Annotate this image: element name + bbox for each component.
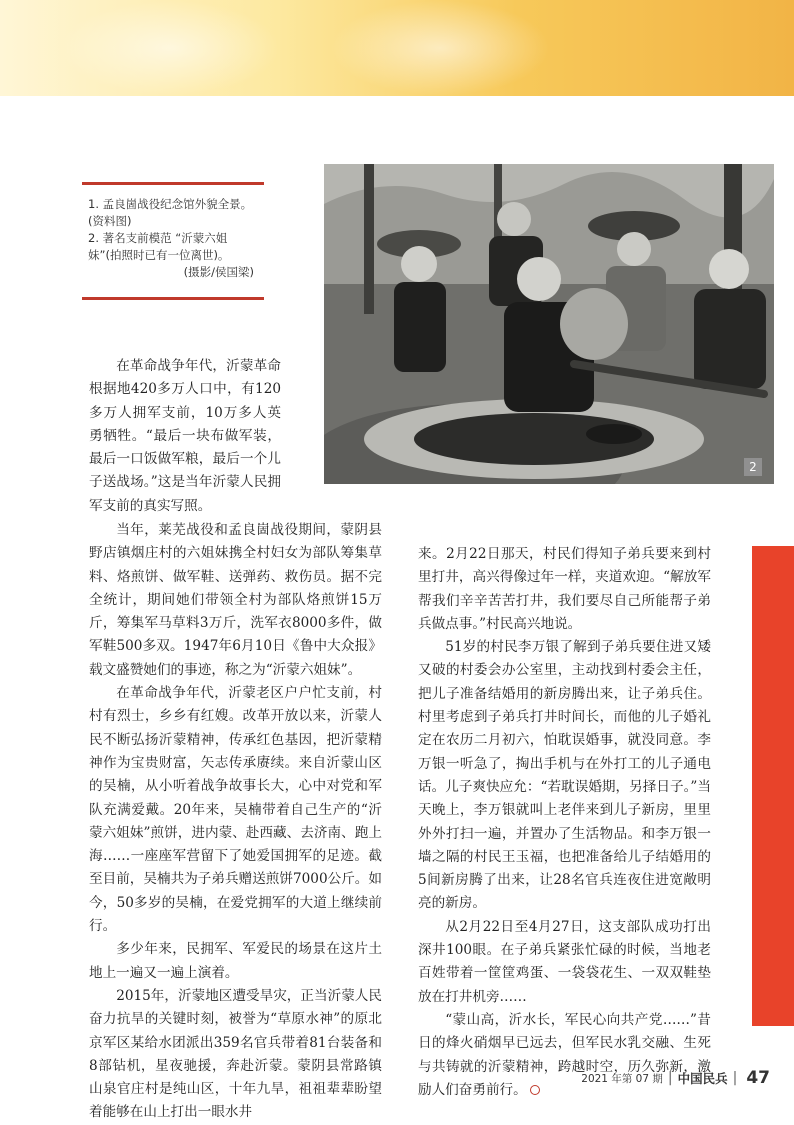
magazine-name: 中国民兵 (677, 1071, 728, 1086)
caption-line-2: 2. 著名支前模范 “沂蒙六姐妹”(拍照时已有一位离世)。 (88, 231, 230, 262)
paragraph: 在革命战争年代，沂蒙革命根据地420多万人口中，有120多万人拥军支前，10万多人英勇牺牲。“最后一块布做军装，最后一口饭做军粮，最后一个儿子送战场。”这是当年沂蒙人民拥军支前的真实写照。 (89, 358, 281, 514)
right-column (418, 543, 711, 1102)
paragraph: 多少年来，民拥军、军爱民的场景在这片土地上一遍又一遍上演着。 (89, 941, 382, 981)
footer-separator: | (667, 1070, 673, 1086)
paragraph: 来。2月22日那天，村民们得知子弟兵要来到村里打井，高兴得像过年一样，夹道欢迎。“解放军帮我们辛辛苦苦打井，我们要尽自己所能帮子弟兵做点事。”村民高兴地说。 (418, 546, 711, 632)
paragraph: 从2月22日至4月27日，这支部队成功打出深井100眼。在子弟兵紧张忙碌的时候，当地老百姓带着一筐筐鸡蛋、一袋袋花生、一双双鞋垫放在打井机旁…… (418, 918, 711, 1005)
page-number: 47 (746, 1068, 770, 1088)
paragraph-final (418, 1009, 711, 1102)
paragraph: 在革命战争年代，沂蒙老区户户忙支前，村村有烈士，乡乡有红嫂。改革开放以来，沂蒙人民不断弘扬沂蒙精神，传承红色基因，把沂蒙精神作为宝贵财富，矢志传承赓续。来自沂蒙山区的吴楠，从小听着战争故事长大，心中对党和军队充满爱戴。20年来，吴楠带着自己生产的“沂蒙六姐妹”煎饼，进内蒙、赴西藏、去济南、跑上海……一座座军营留下了她爱国拥军的足迹。截至目前，吴楠共为子弟兵赠送煎饼7000公斤。如今，50多岁的吴楠，在爱党拥军的大道上继续前行。 (89, 685, 382, 935)
photo-illustration (324, 164, 774, 484)
banner-glow (60, 0, 280, 96)
six-sisters-photo (324, 164, 774, 484)
paragraph: 2015年，沂蒙地区遭受旱灾，正当沂蒙人民奋力抗旱的关键时刻，被誉为“草原水神”的原北京军区某给水团派出359名官兵带着81台装备和8部钻机，星夜驰援，奔赴沂蒙。蒙阴县常路镇山泉官庄村是纯山区，十年九旱，祖祖辈辈盼望着能够在山上打出一眼水井 (89, 987, 382, 1121)
photo-caption (82, 182, 264, 300)
article-end-icon (530, 1085, 540, 1095)
left-column (89, 519, 382, 1125)
footer-separator: | (732, 1070, 738, 1086)
final-text: “蒙山高，沂水长，军民心向共产党……”昔日的烽火硝烟早已远去，但军民水乳交融、生死与共铸就的沂蒙精神，跨越时空，历久弥新，激励人们奋勇前行。 (418, 1011, 711, 1098)
page-edge-tab (752, 546, 794, 1026)
page-footer (560, 1068, 770, 1088)
caption-credit: (摄影/侯国梁) (183, 265, 254, 279)
header-banner (0, 0, 794, 96)
paragraph: 51岁的村民李万银了解到子弟兵要住进又矮又破的村委会办公室里，主动找到村委会主任，把儿子准备结婚用的新房腾出来，让子弟兵住。村里考虑到子弟兵打井时间长，而他的儿子婚礼定在农历二月初六，怕耽误婚事，就没同意。李万银一听急了，掏出手机与在外打工的儿子通电话。儿子爽快应允：“若耽误婚期，另择日子。”当天晚上，李万银就叫上老伴来到儿子新房，里里外外打扫一遍，并置办了生活物品。和李万银一墙之隔的村民王玉福，也把准备给儿子结婚用的5间新房腾了出来，让28名官兵连夜住进宽敞明亮的新房。 (418, 639, 711, 912)
paragraph: 当年，莱芜战役和孟良崮战役期间，蒙阴县野店镇烟庄村的六姐妹携全村妇女为部队筹集草料、烙煎饼、做军鞋、送弹药、救伤员。据不完全统计，期间她们带领全村为部队烙煎饼15万斤，筹集军马草料3万斤，洗军衣8000多件，做军鞋500多双。1947年6月10日《鲁中大众报》载文盛赞她们的事迹，称之为“沂蒙六姐妹”。 (89, 522, 382, 678)
caption-line-1: 1. 孟良崮战役纪念馆外貌全景。(资料图) (88, 197, 253, 228)
banner-glow (330, 0, 550, 96)
intro-column (89, 355, 281, 518)
issue-label: 2021 年第 07 期 (581, 1072, 663, 1085)
photo-number-badge: 2 (744, 458, 762, 476)
